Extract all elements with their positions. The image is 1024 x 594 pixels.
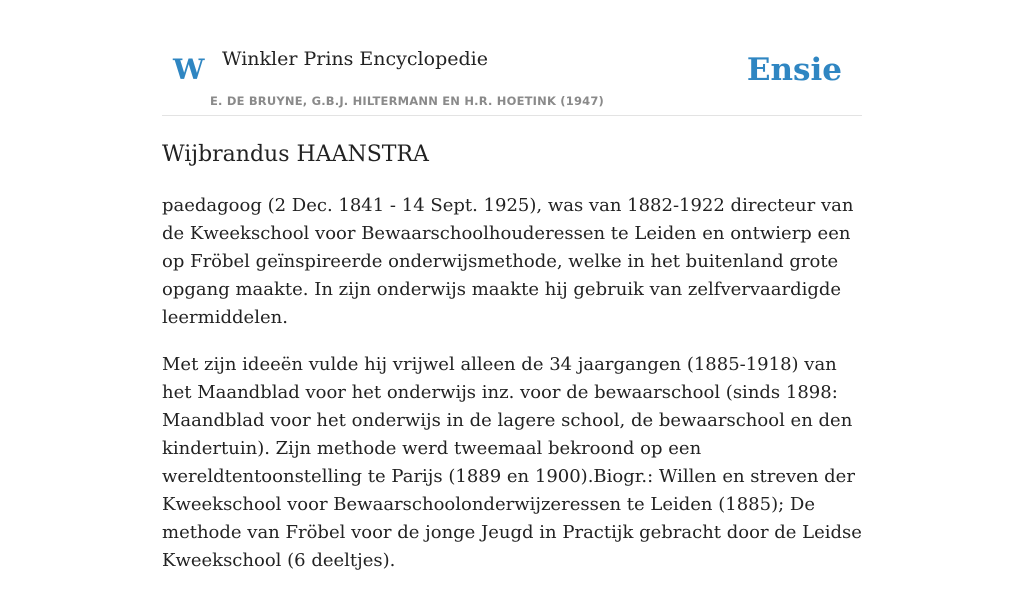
source-authors: E. DE BRUYNE, G.B.J. HILTERMANN EN H.R. HOETINK (1947) [210,94,605,108]
winkler-prins-logo[interactable]: W [173,53,205,86]
article-paragraph-2: Met zijn ideeën vulde hij vrijwel alleen de 34 jaargangen (1885-1918) van het Maandblad voor het onderwijs inz. voor de bewaarschool (sinds 1898: Maandblad voor het onderwijs in de lagere school, de bewaarschool en den kindertuin). Zijn methode werd tweemaal bekroond op een wereldtentoonstelling te Parijs (1889 en 1900).Biogr.: Willen en streven der Kweekschool voor Bewaarschoolonderwijzeressen te Leiden (1885); De methode van Fröbel voor de jonge Jeugd in Practijk gebracht door de Leidse Kweekschool (6 deeltjes). [162,354,862,571]
article-paragraph-1: paedagoog (2 Dec. 1841 - 14 Sept. 1925), was van 1882-1922 directeur van de Kweekschool voor Bewaarschoolhouderessen te Leiden en ontwierp een op Fröbel geïnspireerde onderwijsmethode, welke in het buitenland grote opgang maakte. In zijn onderwijs maakte hij gebruik van zelfvervaardigde leermiddelen. [162,195,854,328]
source-title[interactable]: Winkler Prins Encyclopedie [222,48,488,70]
source-header [162,0,862,116]
ensie-brand-logo[interactable]: Ensie [746,52,842,88]
article-title: Wijbrandus HAANSTRA [162,142,429,167]
page-container [162,0,862,571]
article-body [162,192,862,594]
